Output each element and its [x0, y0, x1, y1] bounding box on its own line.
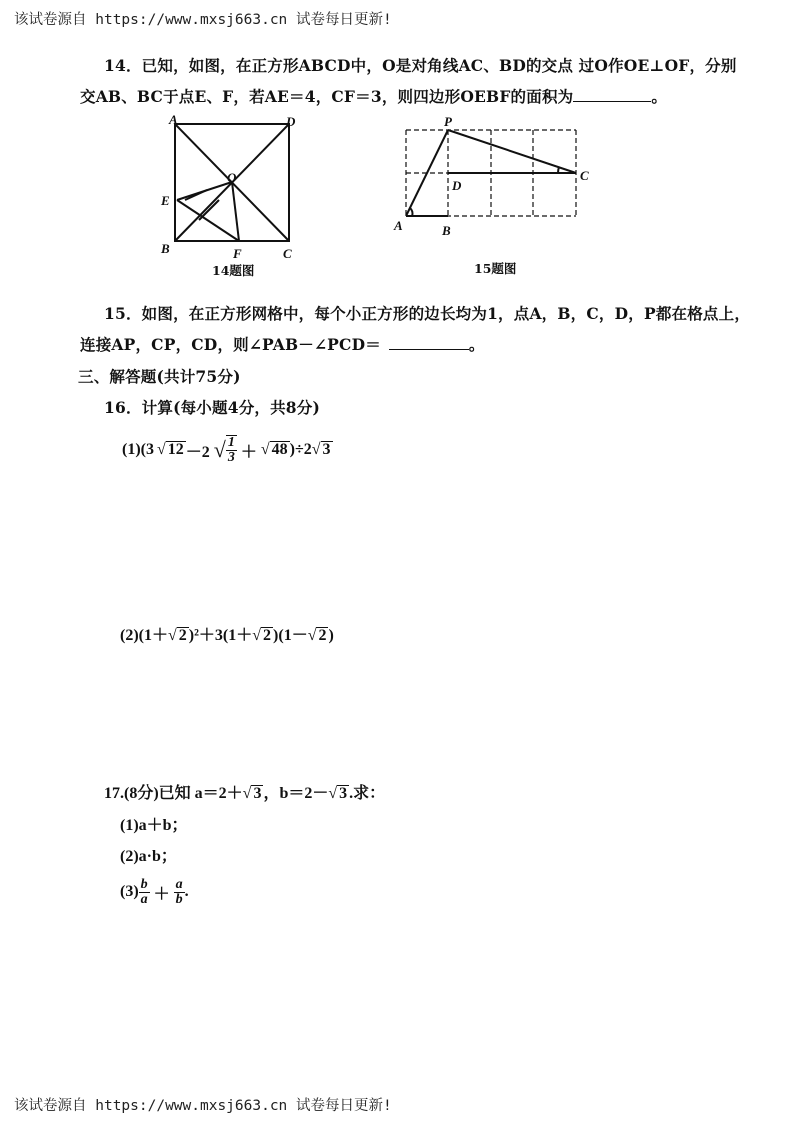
sqrt-icon: √ — [156, 441, 166, 458]
q14-line1: 14．已知，如图，在正方形ABCD中，O是对角线AC、BD的交点 过O作OE⊥OF，分别 — [104, 56, 737, 75]
q14-label-a: A — [169, 112, 178, 127]
q16-p2-r2c: 2 — [318, 627, 327, 644]
q16-part2 — [120, 622, 334, 645]
sqrt-icon: √ — [242, 785, 252, 802]
q14-answer-blank — [573, 101, 651, 102]
sqrt-icon: √ — [168, 627, 177, 644]
sqrt-icon: √ — [311, 441, 321, 458]
q17-r3b: 3 — [339, 785, 348, 802]
q14-segment-of — [232, 182, 239, 241]
q14-end: 。 — [651, 87, 668, 106]
q17-i3-frac1: $\frac{b}{a}$ — [140, 876, 148, 907]
q15-label-a: A — [394, 218, 403, 233]
q17-a2: ，b＝2－ — [263, 785, 329, 802]
q17-i3-prefix: (3) — [120, 883, 139, 900]
q15-line1: 15．如图，在正方形网格中，每个小正方形的边长均为1，点A，B，C，D，P都在格点上， — [104, 304, 751, 323]
q15-figure — [388, 108, 598, 238]
q17-item3 — [120, 872, 189, 912]
header-watermark: 该试卷源自 https://www.mxsj663.cn 试卷每日更新! — [14, 12, 392, 28]
q16-part1 — [122, 430, 333, 470]
q16-p2-c: )(1－ — [273, 627, 308, 644]
q17-a3: .求： — [349, 785, 386, 802]
q14-label-e: E — [161, 193, 170, 208]
q16-p1-plus: ＋ — [240, 443, 257, 461]
sqrt-icon: √ — [252, 627, 262, 644]
q15-line2-text: 连接AP，CP，CD，则∠PAB－∠PCD＝ — [80, 335, 381, 354]
q16-p1-r12: 12 — [167, 441, 184, 459]
q15-label-d: D — [452, 178, 462, 193]
q16-p2-d: ) — [328, 627, 334, 644]
q15-answer-blank — [389, 349, 469, 350]
q16-p2-a: (2)(1＋ — [120, 627, 168, 644]
q16-p1-frac: $\frac{1}{3}$ — [227, 435, 235, 465]
q15-label-p: P — [444, 114, 452, 129]
q16-p1-tail: )÷2 — [289, 441, 312, 458]
q14-fig-caption: 14题图 — [212, 263, 255, 278]
q14-label-c: C — [283, 246, 292, 261]
q15-end: 。 — [468, 335, 485, 354]
q14-mark-1 — [185, 190, 207, 200]
q15-label-c: C — [580, 168, 589, 183]
q15-angle-c — [558, 167, 559, 173]
q14-label-f: F — [233, 246, 242, 261]
q16-p2-r2b: 2 — [263, 627, 272, 644]
q14-mark-2 — [199, 200, 219, 220]
q14-label-o: O — [227, 170, 237, 185]
q16-p1-minus2: －2 — [185, 443, 210, 461]
q14-label-b: B — [161, 241, 170, 256]
footer-watermark: 该试卷源自 https://www.mxsj663.cn 试卷每日更新! — [14, 1098, 392, 1114]
q17-i3-frac2: $\frac{a}{b}$ — [175, 876, 183, 907]
q14-line2 — [80, 85, 667, 107]
q16-p1-prefix: (1)(3 — [122, 441, 154, 458]
q16-p1-r48: 48 — [271, 441, 288, 459]
q17-item2: (2)a·b； — [120, 848, 177, 865]
q15-line2 — [80, 333, 485, 355]
q15-label-b: B — [442, 223, 451, 238]
sqrt-icon: √ — [213, 437, 226, 462]
q14-label-d: D — [286, 114, 296, 129]
sqrt-icon: √ — [307, 627, 317, 644]
sqrt-icon: √ — [328, 785, 338, 802]
q14-line2-text: 交AB、BC于点E、F，若AE＝4，CF＝3，则四边形OEBF的面积为 — [80, 87, 574, 106]
section3-title: 三、解答题(共计75分) — [78, 367, 241, 386]
q15-angle-a — [410, 208, 413, 216]
q16-p1-r3: 3 — [322, 441, 331, 459]
q16-title: 16．计算(每小题4分，共8分) — [104, 398, 321, 417]
q16-p2-b: )²＋3(1＋ — [188, 627, 253, 644]
q15-segment-pc — [448, 130, 576, 173]
sqrt-icon: √ — [260, 441, 270, 458]
q17-i3-end: . — [184, 883, 189, 900]
q15-fig-caption: 15题图 — [474, 261, 517, 276]
q17-item1: (1)a＋b； — [120, 817, 188, 834]
q17-statement — [104, 780, 385, 803]
q17-r3a: 3 — [253, 785, 262, 802]
q14-figure — [155, 110, 315, 270]
q17-a1: 17.(8分)已知 a＝2＋ — [104, 785, 243, 802]
q16-p2-r2a: 2 — [178, 627, 187, 644]
q17-i3-plus: ＋ — [153, 885, 170, 903]
